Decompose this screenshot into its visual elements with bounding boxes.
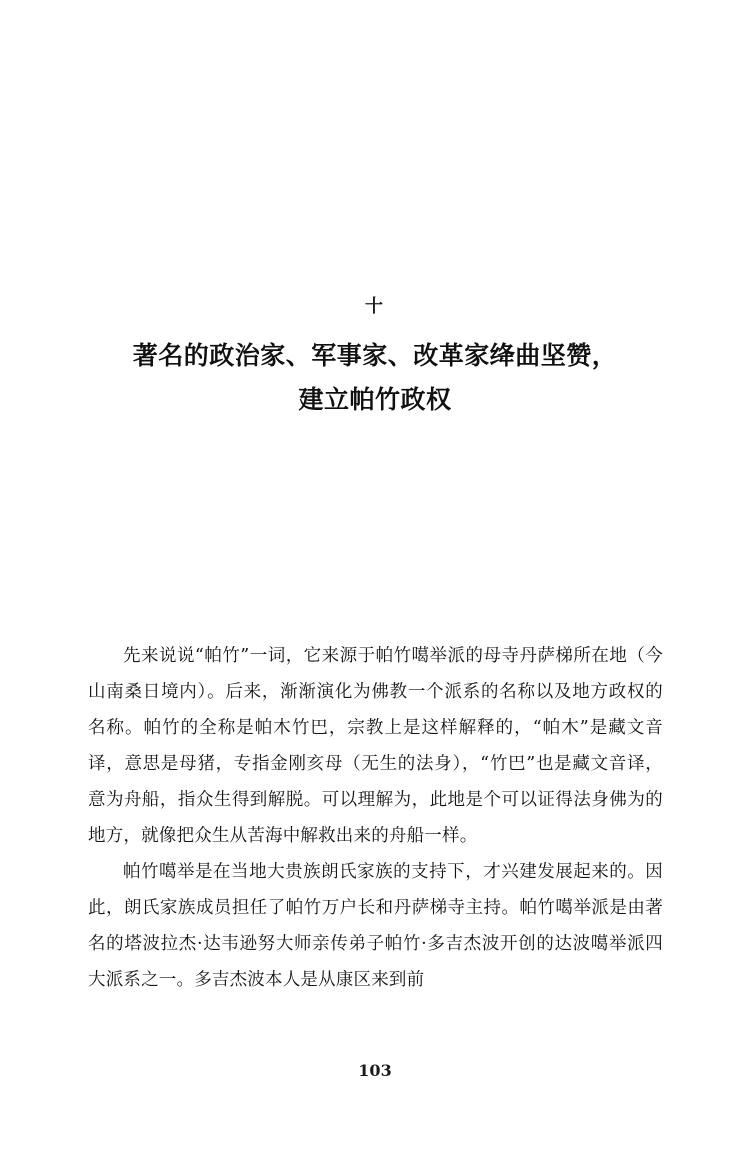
page-number: 103 xyxy=(358,1061,392,1080)
chapter-title-line-2: 建立帕竹政权 xyxy=(298,384,452,414)
paragraph: 先来说说“帕竹”一词，它来源于帕竹噶举派的母寺丹萨梯所在地（今山南桑日境内）。后来，渐渐演化为佛教一个派系的名称以及地方政权的名称。帕竹的全称是帕木竹巴，宗教上是这样解释的，“帕木”是藏文音译，意思是母猪，专指金刚亥母（无生的法身），“竹巴”也是藏文音译，意为舟船，指众生得到解脱。可以理解为，此地是个可以证得法身佛为的地方，就像把众生从苦海中解救出来的舟船一样。 xyxy=(88,646,663,847)
page-title xyxy=(85,334,665,422)
paragraph: 帕竹噶举是在当地大贵族朗氏家族的支持下，才兴建发展起来的。因此，朗氏家族成员担任了帕竹万户长和丹萨梯寺主持。帕竹噶举派是由著名的塔波拉杰·达韦逊努大师亲传弟子帕竹·多吉杰波开创的达波噶举派四大派系之一。多吉杰波本人是从康区来到前 xyxy=(88,862,663,991)
body-text xyxy=(88,638,663,998)
chapter-title-line-1: 著名的政治家、军事家、改革家绛曲坚赞， xyxy=(132,341,618,370)
chapter-number: 十 xyxy=(365,296,385,317)
